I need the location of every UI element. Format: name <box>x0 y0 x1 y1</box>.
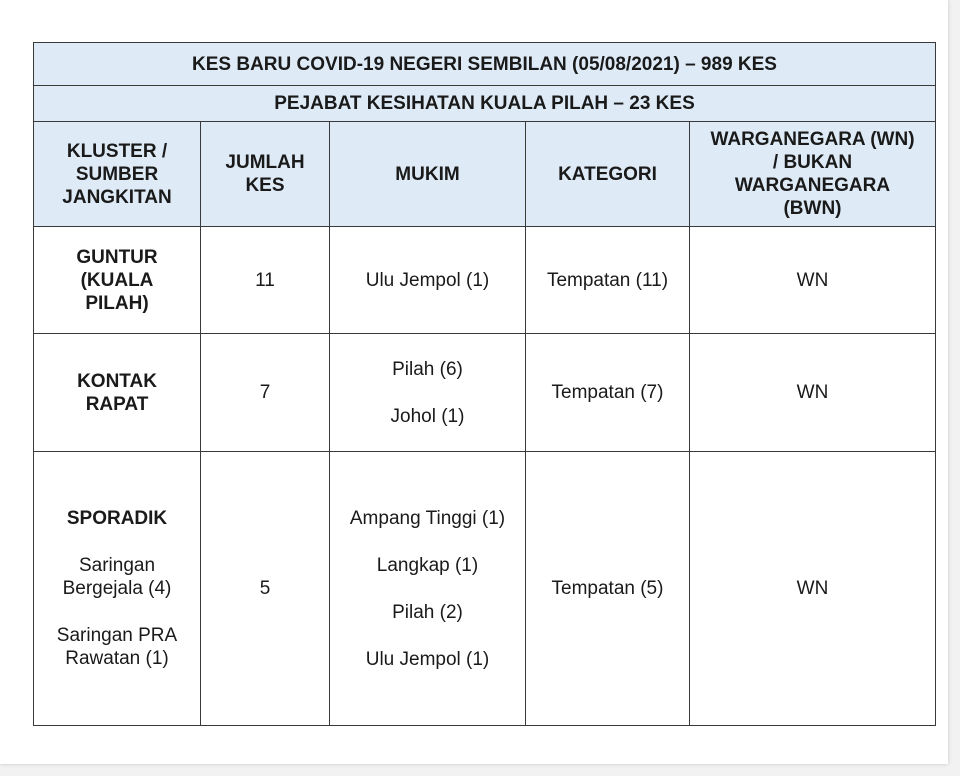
header-kluster <box>34 122 201 227</box>
table-title: KES BARU COVID-19 NEGERI SEMBILAN (05/08/2021) – 989 KES <box>34 43 936 86</box>
header-warganegara <box>690 122 936 227</box>
kluster-sub-line: Bergejala (4) <box>62 578 172 599</box>
cell-kluster <box>34 334 201 452</box>
kluster-sub-line: Rawatan (1) <box>65 648 169 669</box>
kluster-line: (KUALA <box>80 269 154 291</box>
kluster-sub-line: Saringan PRA <box>56 625 178 646</box>
kluster-line: KONTAK <box>77 370 157 392</box>
cell-kategori: Tempatan (5) <box>526 452 690 726</box>
header-jumlah-line: KES <box>245 175 285 196</box>
cell-kategori: Tempatan (7) <box>526 334 690 452</box>
header-wn-line: (BWN) <box>783 198 842 219</box>
header-wn-line: WARGANEGARA (WN) <box>710 129 915 150</box>
header-wn-line: / BUKAN <box>772 152 853 173</box>
cell-kluster <box>34 452 201 726</box>
cell-mukim <box>330 334 526 452</box>
kluster-title: SPORADIK <box>66 508 168 529</box>
header-jumlah-line: JUMLAH <box>225 152 305 173</box>
table-row <box>34 334 936 452</box>
header-kluster-line: JANGKITAN <box>62 186 172 208</box>
table-subtitle: PEJABAT KESIHATAN KUALA PILAH – 23 KES <box>34 86 936 122</box>
mukim-item: Langkap (1) <box>376 554 479 576</box>
mukim-item: Pilah (6) <box>392 358 463 380</box>
kluster-line: GUNTUR <box>76 246 158 268</box>
kluster-line: PILAH) <box>85 292 149 314</box>
cell-mukim <box>330 227 526 334</box>
cell-kategori: Tempatan (11) <box>526 227 690 334</box>
cell-jumlah: 11 <box>201 227 330 334</box>
cell-wn: WN <box>690 452 936 726</box>
header-mukim: MUKIM <box>330 122 526 227</box>
mukim-item: Ulu Jempol (1) <box>365 269 490 291</box>
table-row <box>34 452 936 726</box>
mukim-item: Ampang Tinggi (1) <box>349 507 506 529</box>
header-wn-line: WARGANEGARA <box>734 175 891 196</box>
cell-kluster <box>34 227 201 334</box>
mukim-item: Johol (1) <box>390 405 465 427</box>
header-kluster-line: SUMBER <box>75 163 159 185</box>
header-kluster-line: KLUSTER / <box>66 140 168 162</box>
kluster-sub-line: Saringan <box>78 555 156 576</box>
cell-wn: WN <box>690 334 936 452</box>
cell-wn: WN <box>690 227 936 334</box>
table-row <box>34 227 936 334</box>
kluster-line: RAPAT <box>85 393 149 415</box>
mukim-item: Pilah (2) <box>392 601 463 623</box>
cell-jumlah: 5 <box>201 452 330 726</box>
header-kategori: KATEGORI <box>526 122 690 227</box>
cell-jumlah: 7 <box>201 334 330 452</box>
mukim-item: Ulu Jempol (1) <box>365 648 490 670</box>
covid-case-table <box>33 42 936 726</box>
cell-mukim <box>330 452 526 726</box>
header-jumlah <box>201 122 330 227</box>
